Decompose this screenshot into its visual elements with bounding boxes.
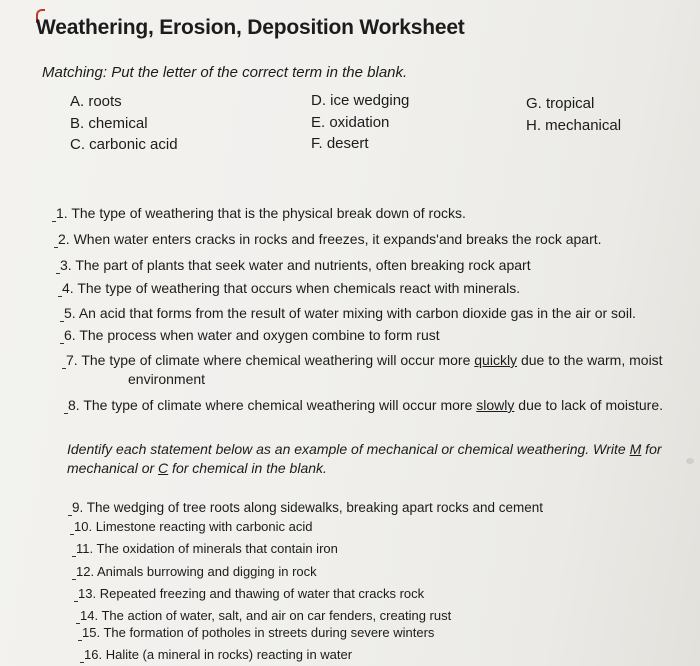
question-text-end: due to the warm, moist: [517, 352, 663, 368]
question-text: The formation of potholes in streets during severe winters: [103, 625, 435, 640]
question-7: [62, 352, 663, 369]
question-16: [80, 647, 352, 663]
term-column-2: [311, 90, 409, 155]
term-c: C. carbonic acid: [70, 136, 178, 153]
question-6: [60, 327, 440, 344]
question-number: 15.: [82, 625, 101, 640]
question-3: [56, 257, 531, 274]
letter-m: M: [629, 441, 642, 457]
question-text: The type of weathering that is the physical break down of rocks.: [71, 205, 466, 221]
term-e: E. oxidation: [311, 113, 390, 131]
question-14: [76, 608, 451, 624]
identify-instruction: [67, 440, 687, 478]
question-text: Limestone reacting with carbonic acid: [95, 519, 313, 534]
question-number: 1.: [56, 205, 68, 221]
question-text: The action of water, salt, and air on car fenders, creating rust: [101, 608, 452, 623]
question-1: [52, 205, 466, 222]
emphasis-quickly: quickly: [474, 352, 518, 368]
question-number: 8.: [68, 397, 80, 413]
question-number: 16.: [84, 647, 103, 662]
matching-instruction: Matching: Put the letter of the correct term in the blank.: [42, 64, 408, 81]
question-13: [74, 586, 424, 602]
question-7-continuation: environment: [128, 371, 206, 387]
term-g: G. tropical: [526, 95, 595, 112]
page-title: Weathering, Erosion, Deposition Worksheet: [36, 16, 465, 39]
question-10: [70, 519, 312, 535]
question-text-start: The type of climate where chemical weathering will occur more: [83, 397, 477, 413]
instruction-text: for mechanical or: [67, 441, 662, 476]
question-text-end: due to lack of moisture.: [514, 397, 664, 413]
question-number: 5.: [64, 305, 76, 321]
term-d: D. ice wedging: [311, 92, 410, 109]
term-column-3: [526, 93, 621, 136]
term-a: A. roots: [70, 93, 122, 110]
letter-c: C: [158, 460, 169, 476]
question-number: 14.: [80, 608, 99, 623]
question-2: [54, 231, 602, 248]
question-12: [72, 564, 317, 580]
question-9: [68, 500, 543, 516]
question-text: Repeated freezing and thawing of water that cracks rock: [99, 586, 425, 601]
question-number: 11.: [76, 541, 94, 556]
term-column-1: [70, 91, 178, 156]
question-text: The oxidation of minerals that contain iron: [96, 541, 338, 556]
instruction-text: for chemical in the blank.: [168, 460, 327, 476]
question-number: 3.: [60, 257, 72, 273]
term-f: F. desert: [311, 135, 369, 152]
question-text: The part of plants that seek water and nutrients, often breaking rock apart: [75, 257, 531, 273]
question-text: When water enters cracks in rocks and freezes, it expands'and breaks the rock apart.: [73, 231, 602, 247]
question-number: 4.: [62, 280, 74, 296]
emphasis-slowly: slowly: [476, 397, 515, 413]
term-b: B. chemical: [70, 114, 148, 132]
question-text: An acid that forms from the result of water mixing with carbon dioxide gas in the air or soil.: [78, 305, 636, 321]
question-number: 6.: [64, 327, 76, 343]
instruction-text: Identify each statement below as an example of mechanical or chemical weathering. Write: [67, 441, 630, 457]
question-text-start: The type of climate where chemical weathering will occur more: [81, 352, 475, 368]
question-text: Animals burrowing and digging in rock: [96, 564, 317, 579]
question-5: [60, 305, 636, 322]
question-number: 13.: [78, 586, 97, 601]
question-number: 7.: [66, 352, 78, 368]
question-text: The type of weathering that occurs when chemicals react with minerals.: [77, 280, 521, 296]
question-text: Halite (a mineral in rocks) reacting in water: [105, 647, 353, 662]
question-number: 10.: [74, 519, 93, 534]
paper-mark: [686, 458, 694, 464]
term-h: H. mechanical: [526, 116, 622, 134]
question-4: [58, 280, 520, 297]
question-text: The process when water and oxygen combine to form rust: [79, 327, 440, 343]
question-15: [78, 625, 434, 641]
question-8: [64, 397, 663, 414]
question-11: [72, 541, 338, 557]
question-text: The wedging of tree roots along sidewalks, breaking apart rocks and cement: [86, 500, 544, 515]
question-number: 2.: [58, 231, 70, 247]
question-number: 12.: [76, 564, 95, 579]
question-number: 9.: [72, 500, 84, 515]
